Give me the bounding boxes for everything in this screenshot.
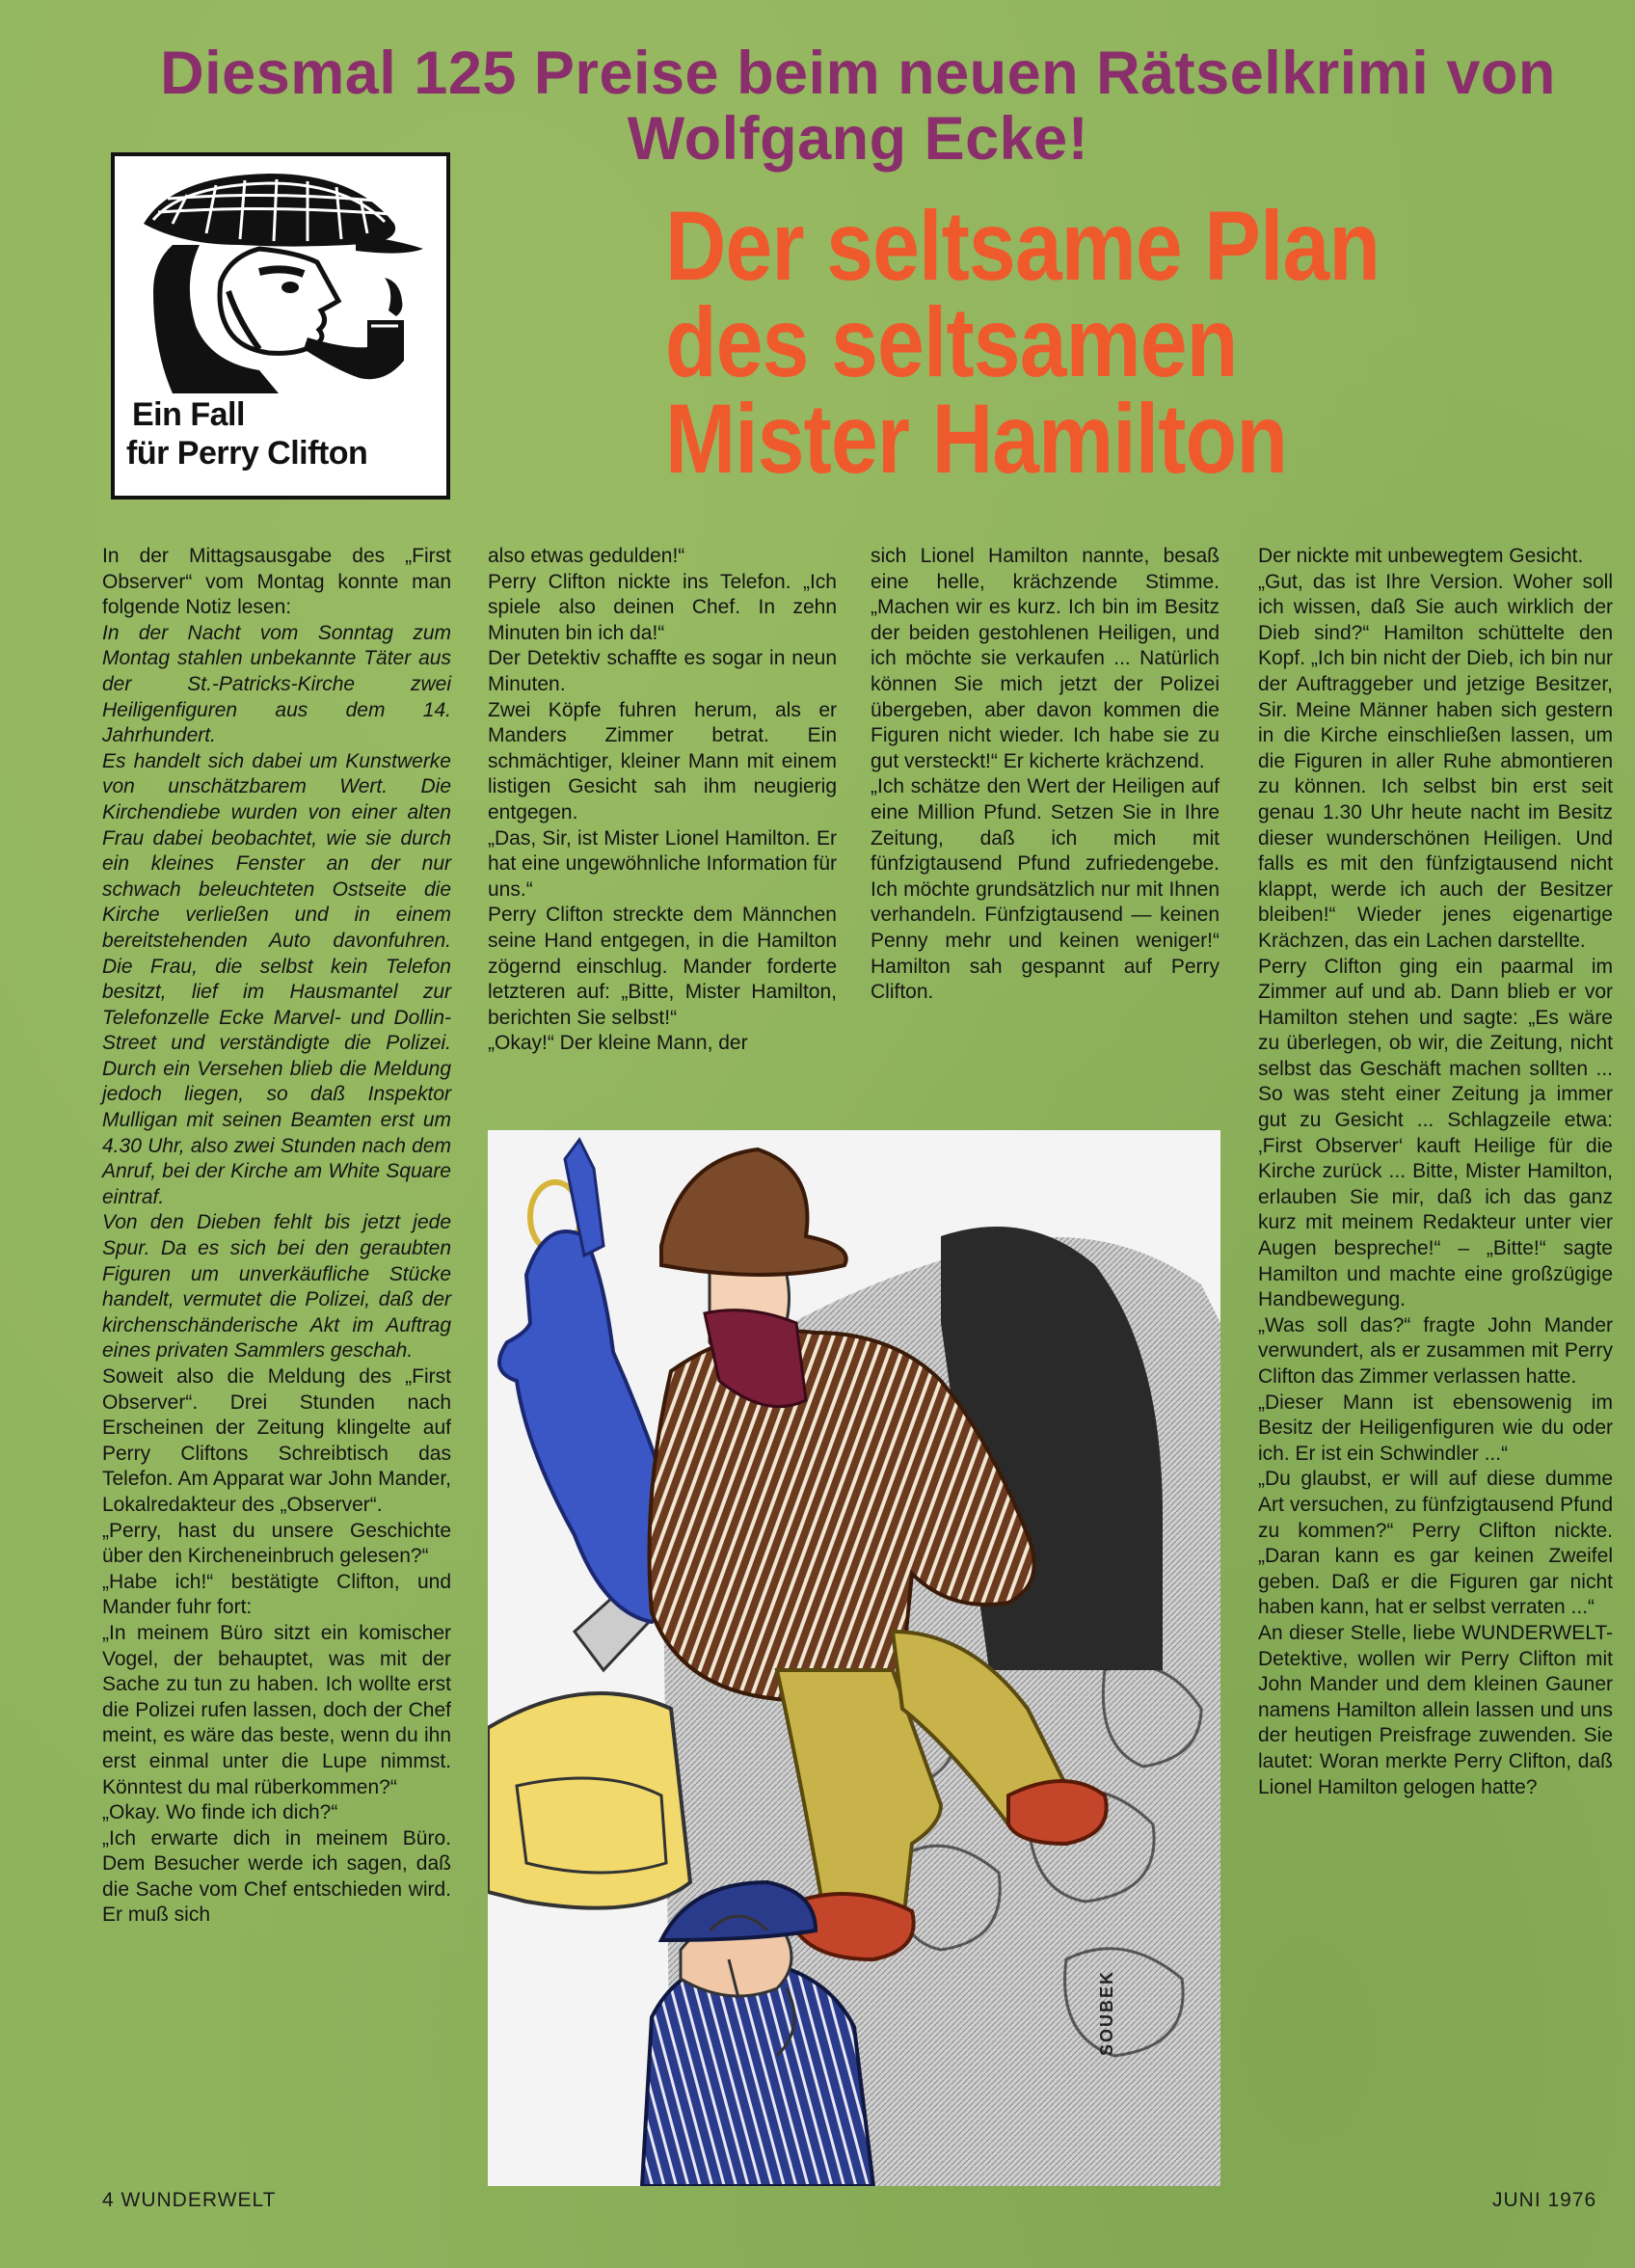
title-line-2: des seltsamen	[665, 287, 1238, 397]
paragraph: Der Detektiv schaffte es sogar in neun Minuten.	[488, 647, 837, 695]
paragraph: „Ich erwarte dich in meinem Büro. Dem Besucher werde ich sagen, daß die Sache vom Chef entschieden wird. Er muß sich	[102, 1826, 451, 1927]
paragraph: An dieser Stelle, liebe WUNDERWELT-Detektive, wollen wir Perry Clifton mit John Mander und dem kleinen Gauner namens Hamilton allein lassen und uns der heutigen Preisfrage zuwenden. Sie lautet: Woran merkte Perry Clifton, daß Lionel Hamilton gelogen hatte?	[1258, 1621, 1613, 1798]
paragraph: „Habe ich!“ bestätigte Clifton, und Mander fuhr fort:	[102, 1570, 451, 1619]
paragraph: „Perry, hast du unsere Geschichte über den Kircheneinbruch gelesen?“	[102, 1519, 451, 1568]
text-column-1	[102, 544, 451, 1929]
headline-line-2: Wolfgang Ecke!	[627, 105, 1089, 173]
paragraph: In der Mittagsausgabe des „First Observer“ vom Montag konnte man folgende Notiz lesen:	[102, 545, 451, 619]
headline-line-1: Diesmal 125 Preise beim neuen Rätselkrimi von	[160, 40, 1556, 107]
paragraph: „Ich schätze den Wert der Heiligen auf eine Million Pfund. Setzen Sie in Ihre Zeitung, daß ich mich mit fünfzigtausend Pfund zufriedengebe. Ich möchte grundsätzlich nur mit Ihnen verhandeln. Fünfzigtausend — keinen Penny mehr und keinen weniger!“ Hamilton sah gespannt auf Perry Clifton.	[871, 775, 1220, 1004]
logo-caption-line-1: Ein Fall	[132, 396, 245, 433]
paragraph: Zwei Köpfe fuhren herum, als er Manders Zimmer betrat. Ein schmächtiger, kleiner Mann mit einem listigen Gesicht sah ihm neugierig entgegen.	[488, 698, 837, 824]
paragraph: Der nickte mit unbewegtem Gesicht.	[1258, 545, 1584, 567]
text-column-4	[1258, 544, 1613, 1800]
logo-caption	[126, 395, 444, 472]
paragraph: „Okay!“ Der kleine Mann, der	[488, 1032, 748, 1055]
paragraph: „Das, Sir, ist Mister Lionel Hamilton. Er hat eine ungewöhnliche Information für uns.“	[488, 826, 837, 901]
logo-caption-line-2: für Perry Clifton	[126, 435, 368, 472]
text-column-2	[488, 544, 837, 1057]
paragraph: „Okay. Wo finde ich dich?“	[102, 1801, 338, 1824]
illustrator-signature: SOUBEK	[1097, 1969, 1116, 2056]
paragraph: sich Lionel Hamilton nannte, besaß eine helle, krächzende Stimme. „Machen wir es kurz. Ich bin im Besitz der beiden gestohlenen Heiligen, und ich möchte sie verkaufen ... Natürlich können Sie mich jetzt der Polizei übergeben, aber davon kommen die Figuren nicht wieder. Ich habe sie zu gut versteckt!“ Er kicherte krächzend.	[871, 545, 1220, 772]
story-illustration	[488, 1130, 1220, 2186]
paragraph: „Du glaubst, er will auf diese dumme Art versuchen, zu fünfzigtausend Pfund zu kommen?“ Perry Clifton nickte. „Daran kann es gar keinen Zweifel geben. Daß er die Figuren gar nicht haben kann, hat er selbst verraten ...“	[1258, 1468, 1613, 1619]
paragraph: Perry Clifton streckte dem Männchen seine Hand entgegen, in die Hamilton zögernd einschlug. Mander forderte letzteren auf: „Bitte, Mister Hamilton, berichten Sie selbst!“	[488, 904, 837, 1029]
paragraph: In der Nacht vom Sonntag zum Montag stahlen unbekannte Täter aus der St.-Patricks-Kirche zwei Heiligenfiguren aus dem 14. Jahrhundert.	[102, 621, 451, 747]
paragraph: Soweit also die Meldung des „First Observer“. Drei Stunden nach Erscheinen der Zeitung klingelte auf Perry Cliftons Schreibtisch das Telefon. Am Apparat war John Mander, Lokalredakteur des „Observer“.	[102, 1365, 451, 1516]
text-column-3	[871, 544, 1220, 1006]
detective-profile-icon	[115, 156, 446, 397]
paragraph: „Dieser Mann ist ebensowenig im Besitz der Heiligenfiguren wie du oder ich. Er ist ein Schwindler ...“	[1258, 1390, 1613, 1465]
story-title	[665, 191, 1494, 494]
paragraph: Perry Clifton nickte ins Telefon. „Ich spiele also deinen Chef. In zehn Minuten bin ich da!“	[488, 570, 837, 644]
paragraph: Perry Clifton ging ein paarmal im Zimmer auf und ab. Dann blieb er vor Hamilton stehen und sagte: „Es wäre zu überlegen, ob wir, die Zeitung, nicht selbst das Geschäft machen sollten ... So was steht einer Zeitung ja immer gut zu Gesicht ... Schlagzeile etwa: ‚First Observer‘ kauft Heilige für die Kirche zurück ... Bitte, Mister Hamilton, erlauben Sie mir, daß ich das ganz kurz mit meinem Redakteur unter vier Augen bespreche!“ – „Bitte!“ sagte Hamilton und machte eine großzügige Handbewegung.	[1258, 955, 1613, 1311]
paragraph: Von den Dieben fehlt bis jetzt jede Spur. Da es sich bei den geraubten Figuren um unverkäufliche Stücke handelt, vermutet die Polizei, daß der kirchenschänderische Akt im Auftrag eines privaten Sammlers geschah.	[102, 1211, 451, 1363]
paragraph: „In meinem Büro sitzt ein komischer Vogel, der behauptet, was mit der Sache zu tun zu haben. Ich wollte erst die Polizei rufen lassen, doch der Chef meint, es wäre das beste, wenn du ihn erst einmal unter die Lupe nimmst. Könntest du mal rüberkommen?“	[102, 1621, 451, 1798]
title-line-3: Mister Hamilton	[665, 384, 1288, 494]
footer-page-label: 4 WUNDERWELT	[102, 2189, 277, 2211]
title-line-1: Der seltsame Plan	[665, 191, 1380, 301]
paragraph: Es handelt sich dabei um Kunstwerke von unschätzbarem Wert. Die Kirchendiebe wurden von einer alten Frau dabei beobachtet, wie sie durch ein kleines Fenster an der nur schwach beleuchteten Ostseite die Kirche verließen und in einem bereitstehenden Auto davonfuhren. Die Frau, die selbst kein Telefon besitzt, lief im Hausmantel zur Telefonzelle Ecke Marvel- und Dollin-Street und verständigte die Polizei. Durch ein Versehen blieb die Meldung jedoch liegen, so daß Inspektor Mulligan mit seinen Beamten erst um 4.30 Uhr, also zwei Stunden nach dem Anruf, bei der Kirche am White Square eintraf.	[102, 749, 451, 1208]
paragraph: „Was soll das?“ fragte John Mander verwundert, als er zusammen mit Perry Clifton das Zimmer verlassen hatte.	[1258, 1313, 1613, 1388]
paragraph: also etwas gedulden!“	[488, 545, 685, 567]
footer-issue-date: JUNI 1976	[1492, 2189, 1597, 2211]
paragraph: „Gut, das ist Ihre Version. Woher soll ich wissen, daß Sie auch wirklich der Dieb sind?“ Hamilton schüttelte den Kopf. „Ich bin nicht der Dieb, ich bin nur der Auftraggeber und jetzige Besitzer, Sir. Meine Männer haben sich gestern in die Kirche einschließen lassen, um die Figuren in aller Ruhe abmontieren zu können. Ich selbst bin erst seit genau 1.30 Uhr heute nacht im Besitz dieser wunderschönen Heiligen. Und falls es mit den fünfzigtausend nicht klappt, werde ich auch der Besitzer bleiben!“ Wieder jenes eigenartige Krächzen, das ein Lachen darstellte.	[1258, 570, 1613, 952]
perry-clifton-logo	[111, 152, 450, 500]
